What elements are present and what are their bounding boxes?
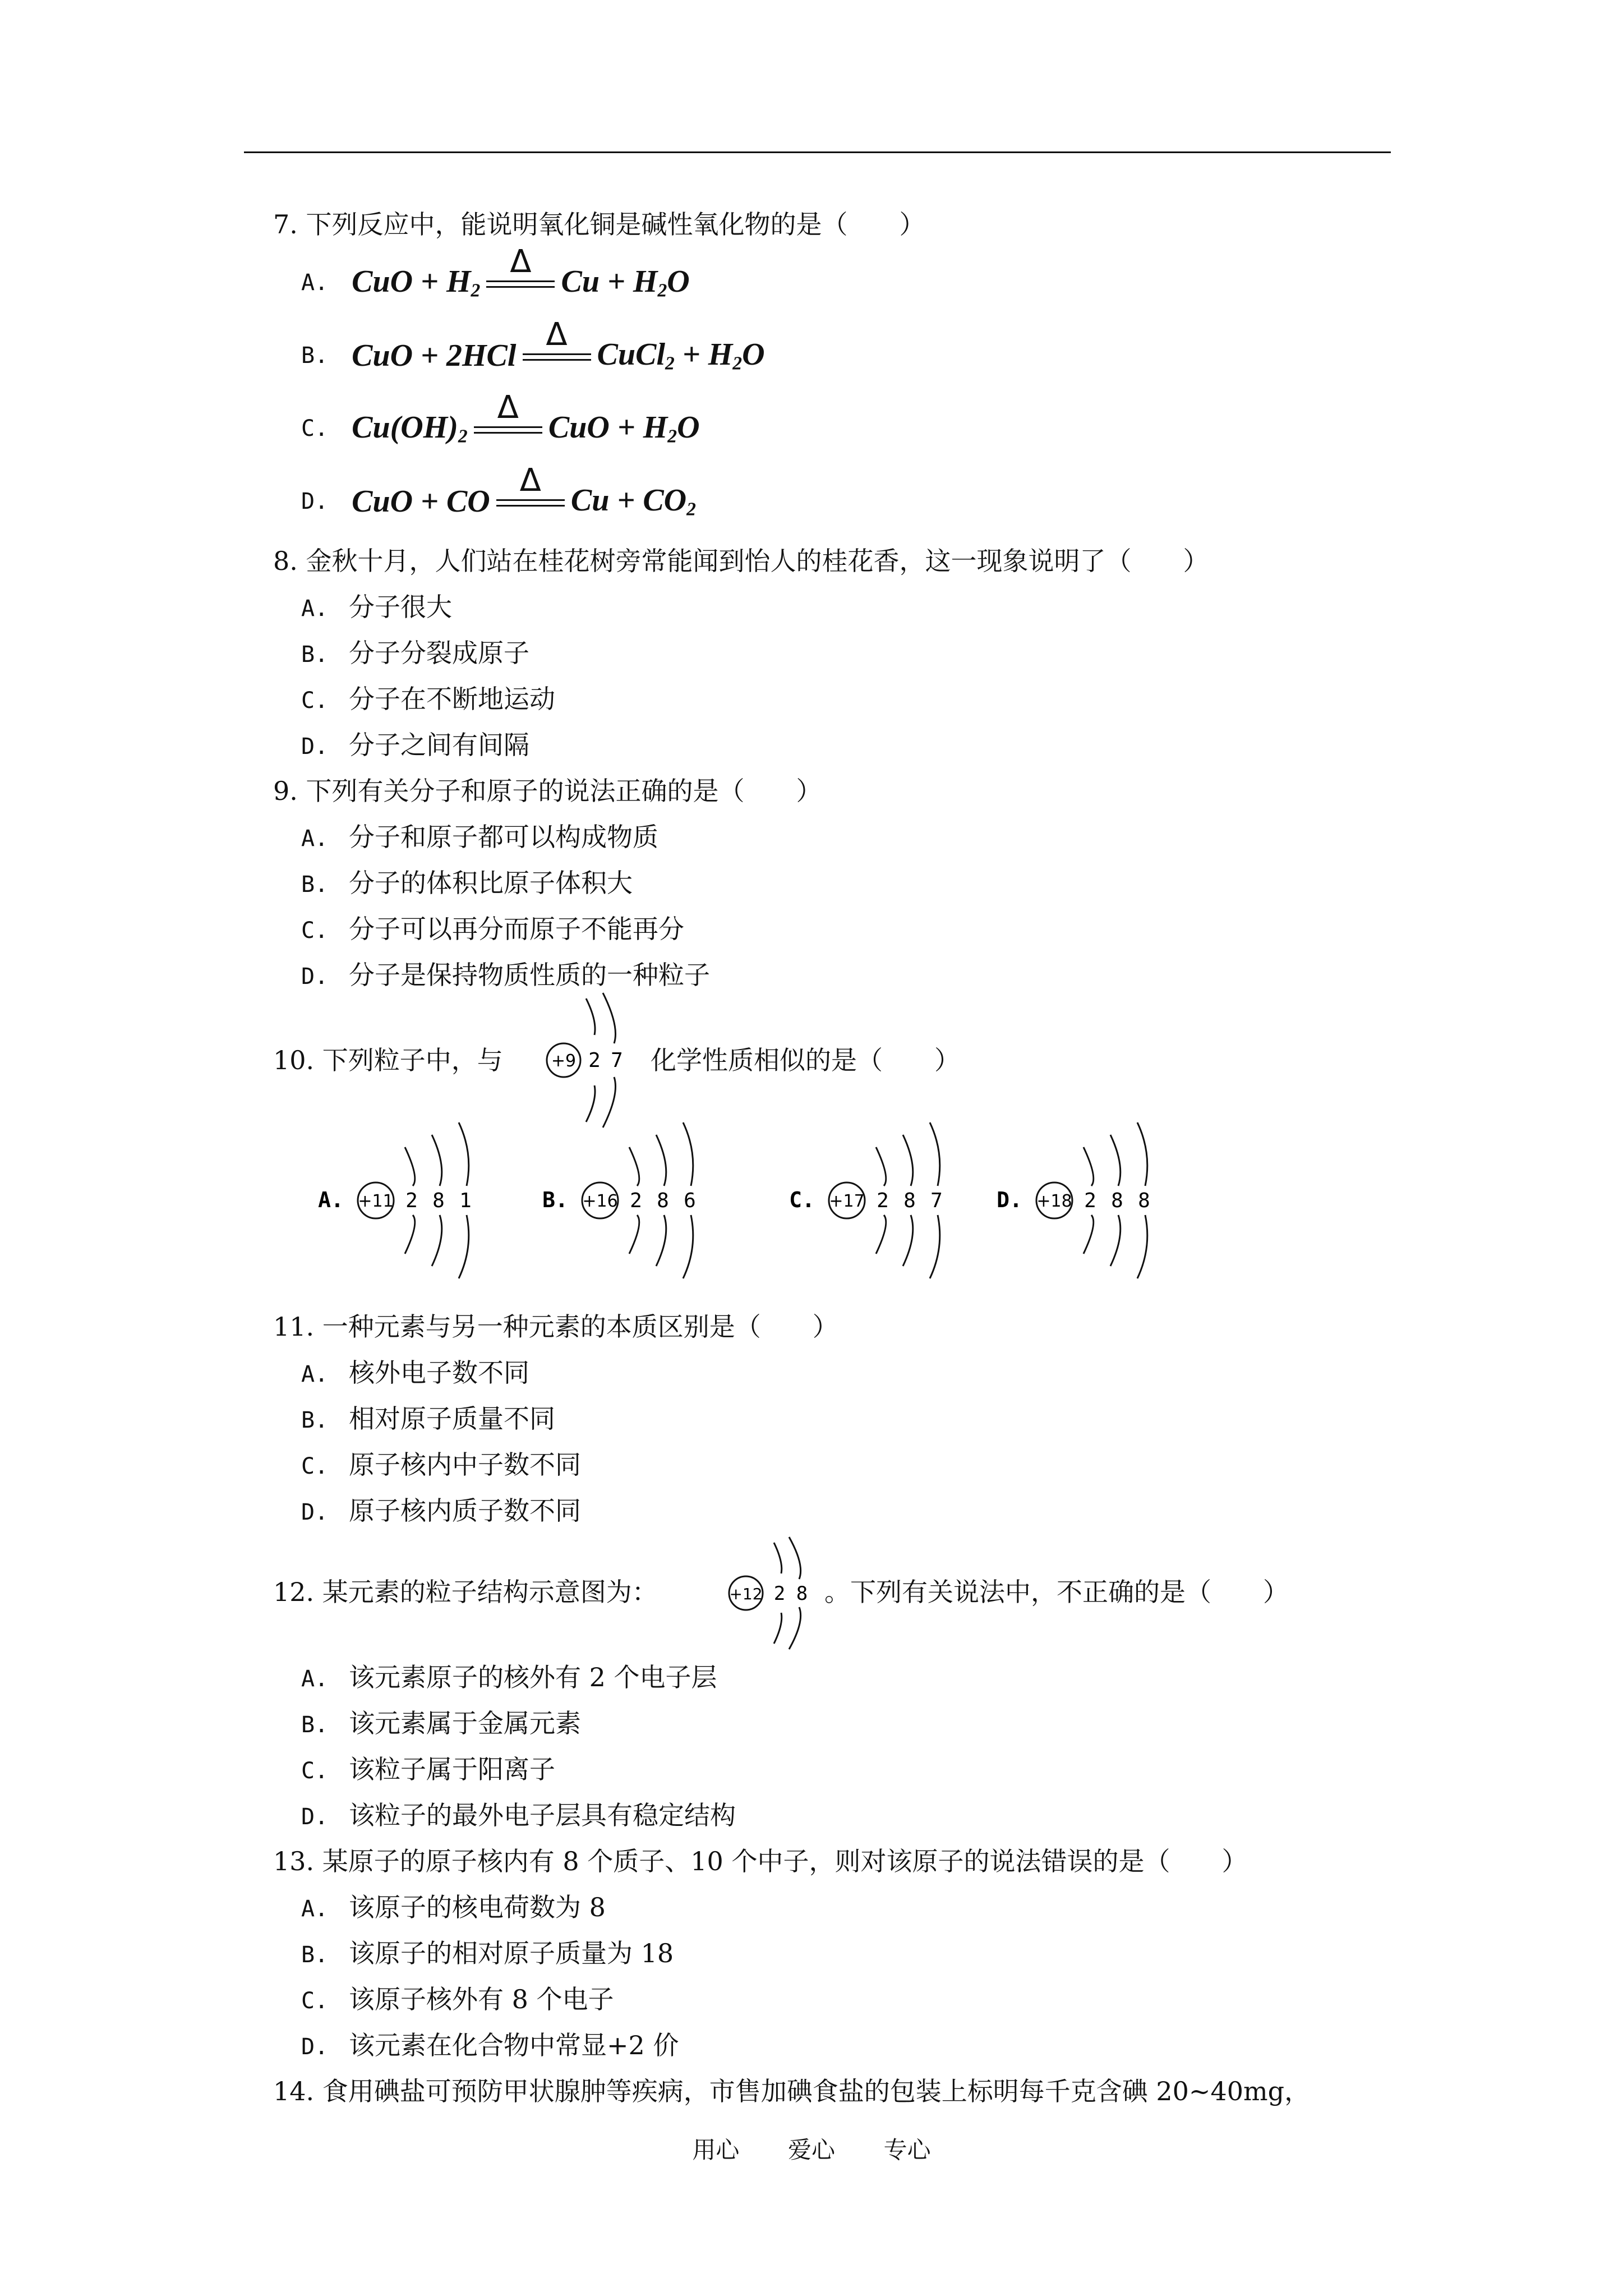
shell-electron-count: 2: [877, 1189, 889, 1212]
shell-electron-count: 2: [405, 1189, 418, 1212]
q9-option-d: D. 分子是保持物质性质的一种粒子: [301, 960, 710, 990]
shell-arc: [629, 1147, 639, 1186]
question-13-stem: 13. 某原子的原子核内有 8 个质子、10 个中子，则对该原子的说法错误的是（ ）: [273, 1846, 1248, 1876]
nucleus-charge: +17: [829, 1191, 865, 1211]
shell-electron-count: 8: [1138, 1189, 1150, 1212]
footer-text: 用心: [692, 2136, 740, 2164]
question-12-stem-end: 。下列有关说法中，不正确的是（ ）: [824, 1577, 1289, 1607]
shell-electron-count: 8: [432, 1189, 445, 1212]
q8-option-b: B. 分子分裂成原子: [301, 638, 529, 668]
shell-arc: [1137, 1122, 1147, 1186]
heat-reaction-arrow: Δ: [494, 485, 567, 518]
equation: CuO + 2HCl: [352, 338, 517, 373]
question-7-stem: 7. 下列反应中，能说明氧化铜是碱性氧化物的是（ ）: [273, 209, 925, 240]
option-letter: C.: [789, 1188, 815, 1212]
q13-option-b: B. 该原子的相对原子质量为 18: [301, 1938, 674, 1968]
question-9-stem: 9. 下列有关分子和原子的说法正确的是（ ）: [273, 776, 822, 806]
question-10-stem-start: 10. 下列粒子中，与: [273, 1045, 503, 1075]
q7-option-a: A. CuO + $H_2$ Δ $Cu + H_2O$: [301, 243, 690, 301]
q9-option-b: B. 分子的体积比原子体积大: [301, 868, 633, 898]
q10-reference-atom-diagram: [538, 987, 651, 1133]
q7-option-c: C. $Cu(OH)_2$ Δ CuO + $H_2O$: [301, 389, 700, 447]
footer-text: 专心: [883, 2136, 931, 2164]
question-14-stem: 14. 食用碘盐可预防甲状腺肿等疾病，市售加碘食盐的包装上标明每千克含碘 20~40mg，: [273, 2076, 1311, 2106]
shell-arc: [629, 1215, 639, 1254]
equation: $Cu(OH)_2$: [352, 410, 468, 447]
shell-electron-count: 2: [1084, 1189, 1096, 1212]
q11-option-c: C. 原子核内中子数不同: [301, 1450, 581, 1480]
question-8-stem: 8. 金秋十月，人们站在桂花树旁常能闻到怡人的桂花香，这一现象说明了（ ）: [273, 546, 1209, 576]
shell-arc: [1110, 1135, 1121, 1186]
q12-option-a: A. 该元素原子的核外有 2 个电子层: [301, 1662, 717, 1692]
page-footer: [0, 2132, 1623, 2165]
shell-arc: [683, 1122, 693, 1186]
q12-option-d: D. 该粒子的最外电子层具有稳定结构: [301, 1800, 736, 1830]
shell-arc: [930, 1122, 940, 1186]
shell-arc: [1083, 1147, 1094, 1186]
svg-text:7: 7: [611, 1049, 623, 1072]
shell-arc: [876, 1147, 886, 1186]
nucleus-charge: +11: [358, 1191, 394, 1211]
option-letter: B.: [542, 1188, 568, 1212]
shell-electron-count: 1: [459, 1189, 472, 1212]
q12-atom-diagram: [721, 1526, 833, 1660]
svg-text:+9: +9: [551, 1051, 577, 1071]
shell-arc: [405, 1215, 415, 1254]
q13-option-c: C. 该原子核外有 8 个电子: [301, 1984, 614, 2014]
header-rule: [244, 151, 1391, 153]
svg-text:2: 2: [773, 1582, 786, 1605]
shell-electron-count: 8: [903, 1189, 916, 1212]
equation: CuO + CO: [352, 484, 490, 519]
q8-option-c: C. 分子在不断地运动: [301, 684, 555, 714]
q8-option-d: D. 分子之间有间隔: [301, 730, 529, 760]
shell-electron-count: 2: [630, 1189, 642, 1212]
q11-option-d: D. 原子核内质子数不同: [301, 1496, 581, 1526]
shell-arc: [683, 1215, 693, 1278]
equation: CuO + $H_2$: [352, 264, 481, 301]
q13-option-d: D. 该元素在化合物中常显+2 价: [301, 2030, 679, 2060]
shell-arc: [1137, 1215, 1147, 1278]
q8-option-a: A. 分子很大: [301, 592, 452, 622]
shell-arc: [903, 1215, 913, 1266]
q13-option-a: A. 该原子的核电荷数为 8: [301, 1892, 606, 1922]
nucleus-charge: +16: [582, 1191, 618, 1211]
shell-arc: [930, 1215, 940, 1278]
shell-electron-count: 7: [930, 1189, 943, 1212]
q12-option-b: B. 该元素属于金属元素: [301, 1708, 581, 1738]
svg-text:8: 8: [796, 1582, 808, 1605]
shell-arc: [876, 1215, 886, 1254]
question-12-stem-start: 12. 某元素的粒子结构示意图为：: [273, 1577, 658, 1607]
svg-text:+12: +12: [729, 1585, 763, 1603]
shell-electron-count: 6: [684, 1189, 696, 1212]
shell-arc: [903, 1135, 913, 1186]
shell-arc: [656, 1215, 666, 1266]
heat-reaction-arrow: Δ: [472, 412, 545, 445]
shell-electron-count: 8: [1111, 1189, 1123, 1212]
option-letter: D.: [997, 1188, 1022, 1212]
question-11-stem: 11. 一种元素与另一种元素的本质区别是（ ）: [273, 1312, 838, 1342]
shell-arc: [432, 1215, 442, 1266]
q9-option-a: A. 分子和原子都可以构成物质: [301, 822, 658, 852]
q10-option-a-diagram: [314, 1122, 505, 1279]
heat-reaction-arrow: Δ: [484, 266, 557, 300]
shell-electron-count: 8: [657, 1189, 669, 1212]
question-10-stem-end: 化学性质相似的是（ ）: [651, 1045, 960, 1075]
q7-option-d: D. CuO + CO Δ $Cu + CO_2$: [301, 462, 696, 520]
q10-option-c-diagram: [785, 1122, 976, 1279]
q10-option-d-diagram: [993, 1122, 1183, 1279]
shell-arc: [459, 1215, 469, 1278]
q12-option-c: C. 该粒子属于阳离子: [301, 1754, 555, 1784]
q9-option-c: C. 分子可以再分而原子不能再分: [301, 914, 684, 944]
shell-arc: [656, 1135, 666, 1186]
shell-arc: [432, 1135, 442, 1186]
heat-reaction-arrow: Δ: [520, 339, 593, 372]
shell-arc: [405, 1147, 415, 1186]
footer-text: 爱心: [787, 2136, 835, 2164]
option-letter: A.: [318, 1188, 344, 1212]
svg-text:2: 2: [588, 1049, 601, 1072]
q11-option-b: B. 相对原子质量不同: [301, 1404, 555, 1434]
q11-option-a: A. 核外电子数不同: [301, 1358, 529, 1388]
shell-arc: [1110, 1215, 1121, 1266]
shell-arc: [1083, 1215, 1094, 1254]
q10-option-b-diagram: [538, 1122, 729, 1279]
shell-arc: [459, 1122, 469, 1186]
nucleus-charge: +18: [1036, 1191, 1072, 1211]
q7-option-b: B. CuO + 2HCl Δ CuCl$_2$ + $H_2O$: [301, 316, 765, 374]
